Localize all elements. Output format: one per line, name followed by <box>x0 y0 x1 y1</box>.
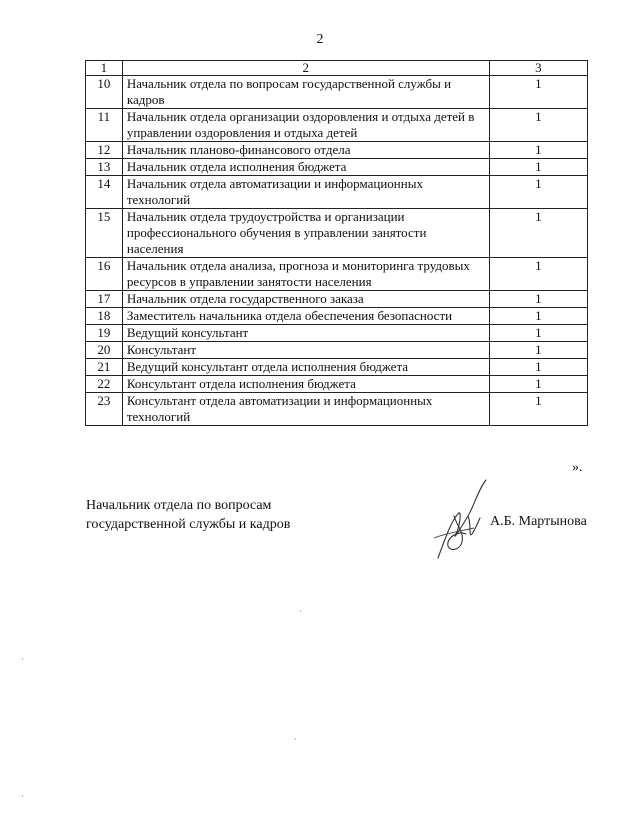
row-number: 20 <box>86 342 123 359</box>
position-count: 1 <box>489 159 587 176</box>
position-count: 1 <box>489 209 587 258</box>
position-count: 1 <box>489 342 587 359</box>
row-number: 14 <box>86 176 123 209</box>
row-number: 23 <box>86 393 123 426</box>
row-number: 12 <box>86 142 123 159</box>
table-row <box>86 376 588 393</box>
scan-speck <box>295 738 296 740</box>
position-title: Начальник отдела трудоустройства и организации профессионального обучения в управлении занятости населения <box>122 209 489 258</box>
position-count: 1 <box>489 142 587 159</box>
scan-speck <box>22 795 23 797</box>
position-title: Заместитель начальника отдела обеспечения безопасности <box>122 308 489 325</box>
position-count: 1 <box>489 109 587 142</box>
position-title: Консультант отдела исполнения бюджета <box>122 376 489 393</box>
row-number: 11 <box>86 109 123 142</box>
row-number: 13 <box>86 159 123 176</box>
signatory-position-line-1: Начальник отдела по вопросам <box>86 498 272 513</box>
position-count: 1 <box>489 325 587 342</box>
table-row <box>86 393 588 426</box>
position-title: Ведущий консультант отдела исполнения бюджета <box>122 359 489 376</box>
table-row <box>86 209 588 258</box>
position-count: 1 <box>489 376 587 393</box>
signatory-position <box>86 496 290 534</box>
row-number: 22 <box>86 376 123 393</box>
position-title: Консультант отдела автоматизации и информационных технологий <box>122 393 489 426</box>
row-number: 10 <box>86 76 123 109</box>
staffing-table-body <box>86 61 588 426</box>
table-row <box>86 258 588 291</box>
table-row <box>86 176 588 209</box>
scan-speck <box>300 610 301 612</box>
position-title: Начальник отдела автоматизации и информационных технологий <box>122 176 489 209</box>
header-col-2: 2 <box>122 61 489 76</box>
table-header-row <box>86 61 588 76</box>
position-title: Начальник отдела организации оздоровления и отдыха детей в управлении оздоровления и отдыха детей <box>122 109 489 142</box>
position-title: Ведущий консультант <box>122 325 489 342</box>
scan-speck <box>22 658 23 660</box>
signatory-position-line-2: государственной службы и кадров <box>86 517 291 532</box>
position-count: 1 <box>489 176 587 209</box>
closing-quote: ». <box>572 460 583 475</box>
table-row <box>86 325 588 342</box>
position-title: Начальник отдела по вопросам государственной службы и кадров <box>122 76 489 109</box>
position-count: 1 <box>489 359 587 376</box>
position-title: Начальник планово-финансового отдела <box>122 142 489 159</box>
position-count: 1 <box>489 76 587 109</box>
staffing-table <box>85 60 588 426</box>
table-row <box>86 159 588 176</box>
header-col-3: 3 <box>489 61 587 76</box>
position-count: 1 <box>489 258 587 291</box>
row-number: 17 <box>86 291 123 308</box>
position-count: 1 <box>489 291 587 308</box>
row-number: 18 <box>86 308 123 325</box>
table-row <box>86 308 588 325</box>
table-row <box>86 291 588 308</box>
position-title: Консультант <box>122 342 489 359</box>
position-title: Начальник отдела государственного заказа <box>122 291 489 308</box>
row-number: 16 <box>86 258 123 291</box>
position-count: 1 <box>489 308 587 325</box>
table-row <box>86 142 588 159</box>
table-row <box>86 109 588 142</box>
table-row <box>86 76 588 109</box>
row-number: 21 <box>86 359 123 376</box>
table-row <box>86 359 588 376</box>
handwritten-signature <box>428 476 498 566</box>
page-number: 2 <box>316 32 324 47</box>
position-count: 1 <box>489 393 587 426</box>
signer-name: А.Б. Мартынова <box>490 514 587 529</box>
table-row <box>86 342 588 359</box>
row-number: 15 <box>86 209 123 258</box>
row-number: 19 <box>86 325 123 342</box>
header-col-1: 1 <box>86 61 123 76</box>
position-title: Начальник отдела исполнения бюджета <box>122 159 489 176</box>
position-title: Начальник отдела анализа, прогноза и мониторинга трудовых ресурсов в управлении занятости населения <box>122 258 489 291</box>
